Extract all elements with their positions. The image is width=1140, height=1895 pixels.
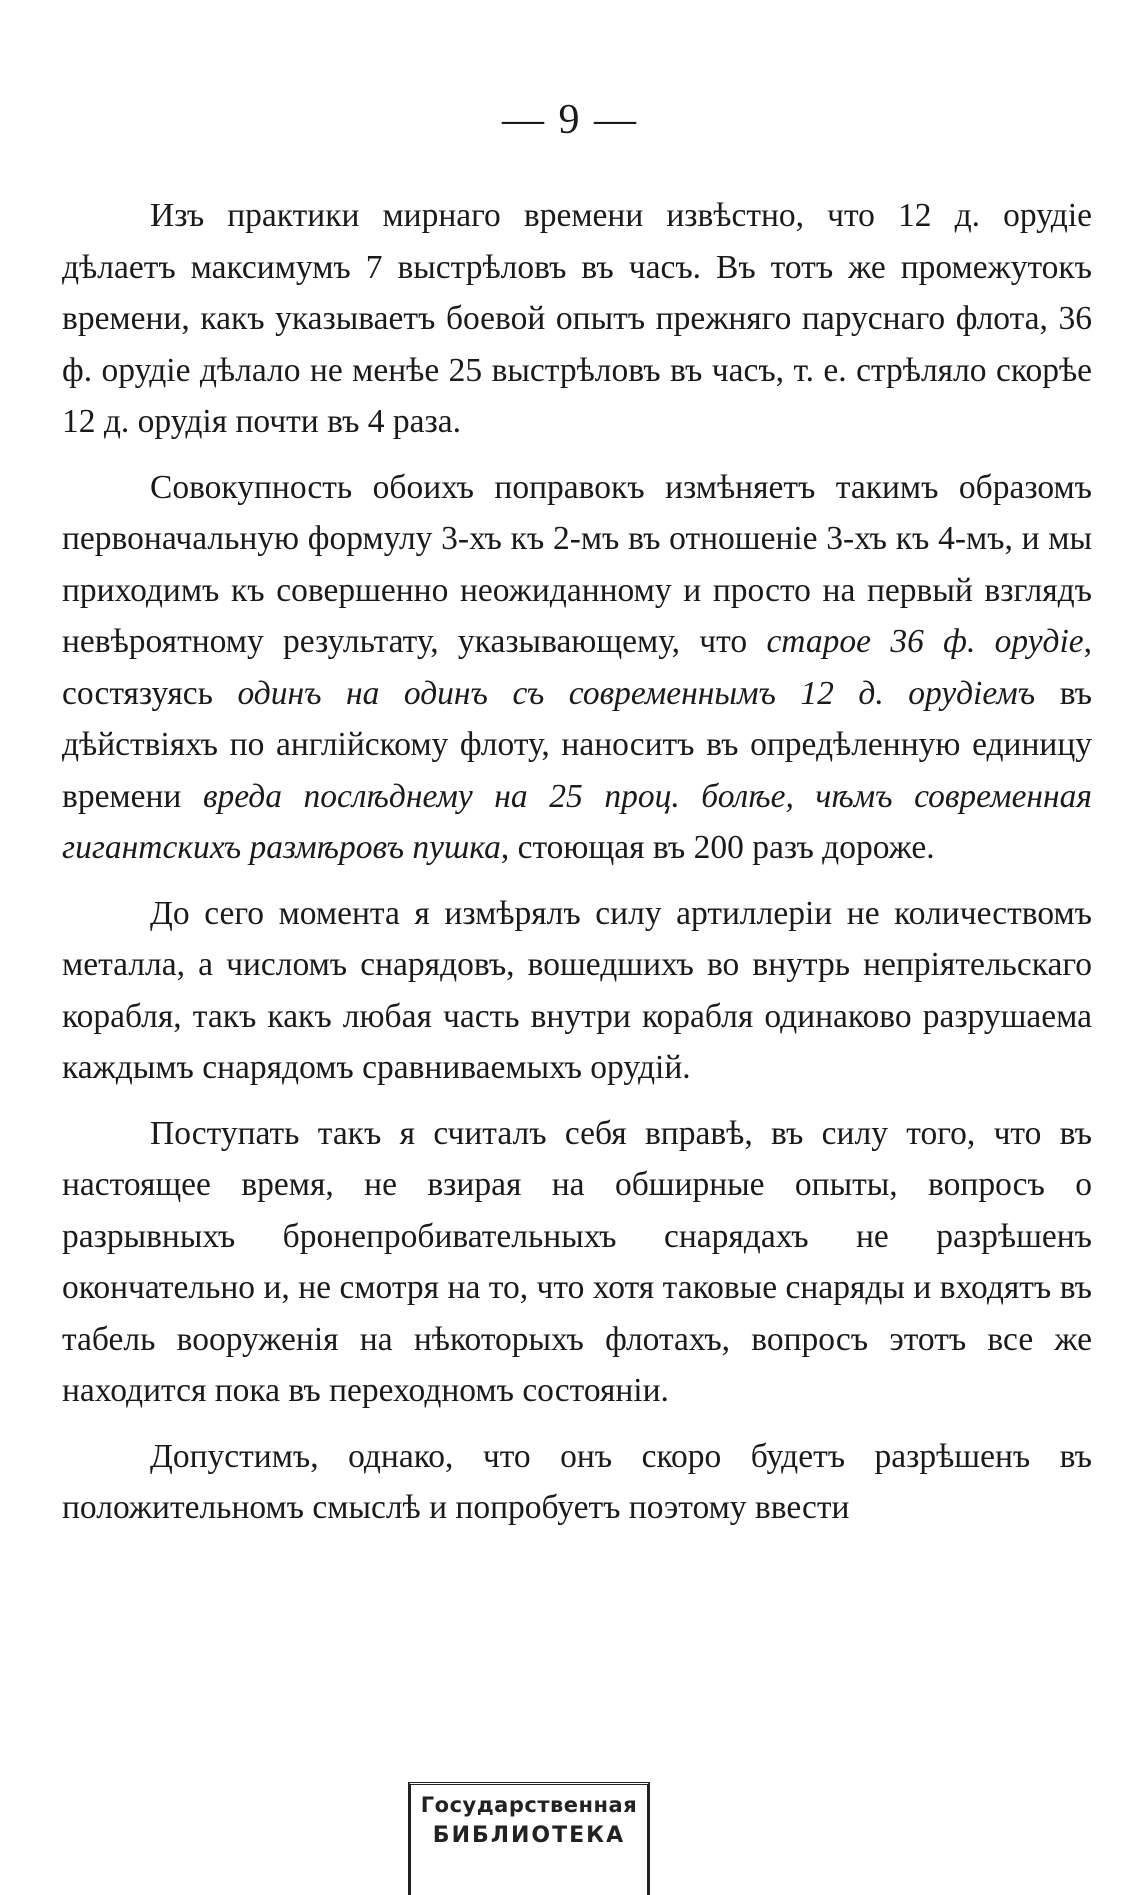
paragraph-2-emphasis: старое 36 ф. орудіе: [766, 623, 1084, 660]
library-stamp: [408, 1782, 650, 1895]
paragraph-5: [62, 1431, 1092, 1534]
paragraph-3: [62, 888, 1092, 1094]
paragraph-1: [62, 190, 1092, 448]
stamp-line-1: Государственная: [420, 1793, 638, 1817]
paragraph-2-text: , состязуясь: [62, 623, 1092, 712]
page-number: — 9 —: [502, 97, 638, 143]
paragraph-2-emphasis: вреда послѣднему на 25 проц. болѣе, чѣмъ современная гигантскихъ размѣровъ пушка: [62, 777, 1092, 866]
paragraph-2: [62, 462, 1092, 874]
paragraph-2-text: Совокупность обоихъ поправокъ измѣняетъ такимъ образомъ первоначальную формулу 3-хъ къ 2-мъ въ отношеніе 3-хъ къ 4-мъ, и мы приходимъ къ совершенно неожиданному и просто на первый взглядъ невѣроятному результату, указывающему, что: [62, 468, 1092, 660]
body-text: [62, 190, 1092, 1534]
paragraph-2-emphasis: одинъ на одинъ съ современнымъ 12 д. орудіемъ: [237, 674, 1036, 712]
paragraph-2-text: въ дѣйствіяхъ по англійскому флоту, наноситъ въ опредѣленную единицу времени: [62, 674, 1092, 815]
paragraph-4-text: Поступать такъ я считалъ себя вправѣ, въ силу того, что въ настоящее время, не взирая на обширные опыты, вопросъ о разрывныхъ бронепробивательныхъ снарядахъ не разрѣшенъ окончательно и, не смотря на то, что хотя таковые снаряды и входятъ въ табель вооруженія на нѣкоторыхъ флотахъ, вопросъ этотъ все же находится пока въ переходномъ состояніи.: [62, 1114, 1092, 1409]
paragraph-4: [62, 1108, 1092, 1417]
paragraph-3-text: До сего момента я измѣрялъ силу артиллеріи не количествомъ металла, а числомъ снарядовъ, вошедшихъ во внутрь непріятельскаго корабля, такъ какъ любая часть внутри корабля одинаково разрушаема каждымъ снарядомъ сравниваемыхъ орудій.: [62, 894, 1092, 1086]
paragraph-2-text: , стоющая въ 200 разъ дороже.: [500, 829, 935, 866]
paragraph-1-text: Изъ практики мирнаго времени извѣстно, что 12 д. орудіе дѣлаетъ максимумъ 7 выстрѣловъ въ часъ. Въ тотъ же промежутокъ времени, какъ указываетъ боевой опытъ прежняго паруснаго флота, 36 ф. орудіе дѣлало не менѣе 25 выстрѣловъ въ часъ, т. е. стрѣляло скорѣе 12 д. орудія почти въ 4 раза.: [62, 197, 1092, 440]
paragraph-5-text: Допустимъ, однако, что онъ скоро будетъ разрѣшенъ въ положительномъ смыслѣ и попробуетъ поэтому ввести: [62, 1437, 1092, 1526]
stamp-line-2: БИБЛИОТЕКА: [432, 1823, 626, 1848]
